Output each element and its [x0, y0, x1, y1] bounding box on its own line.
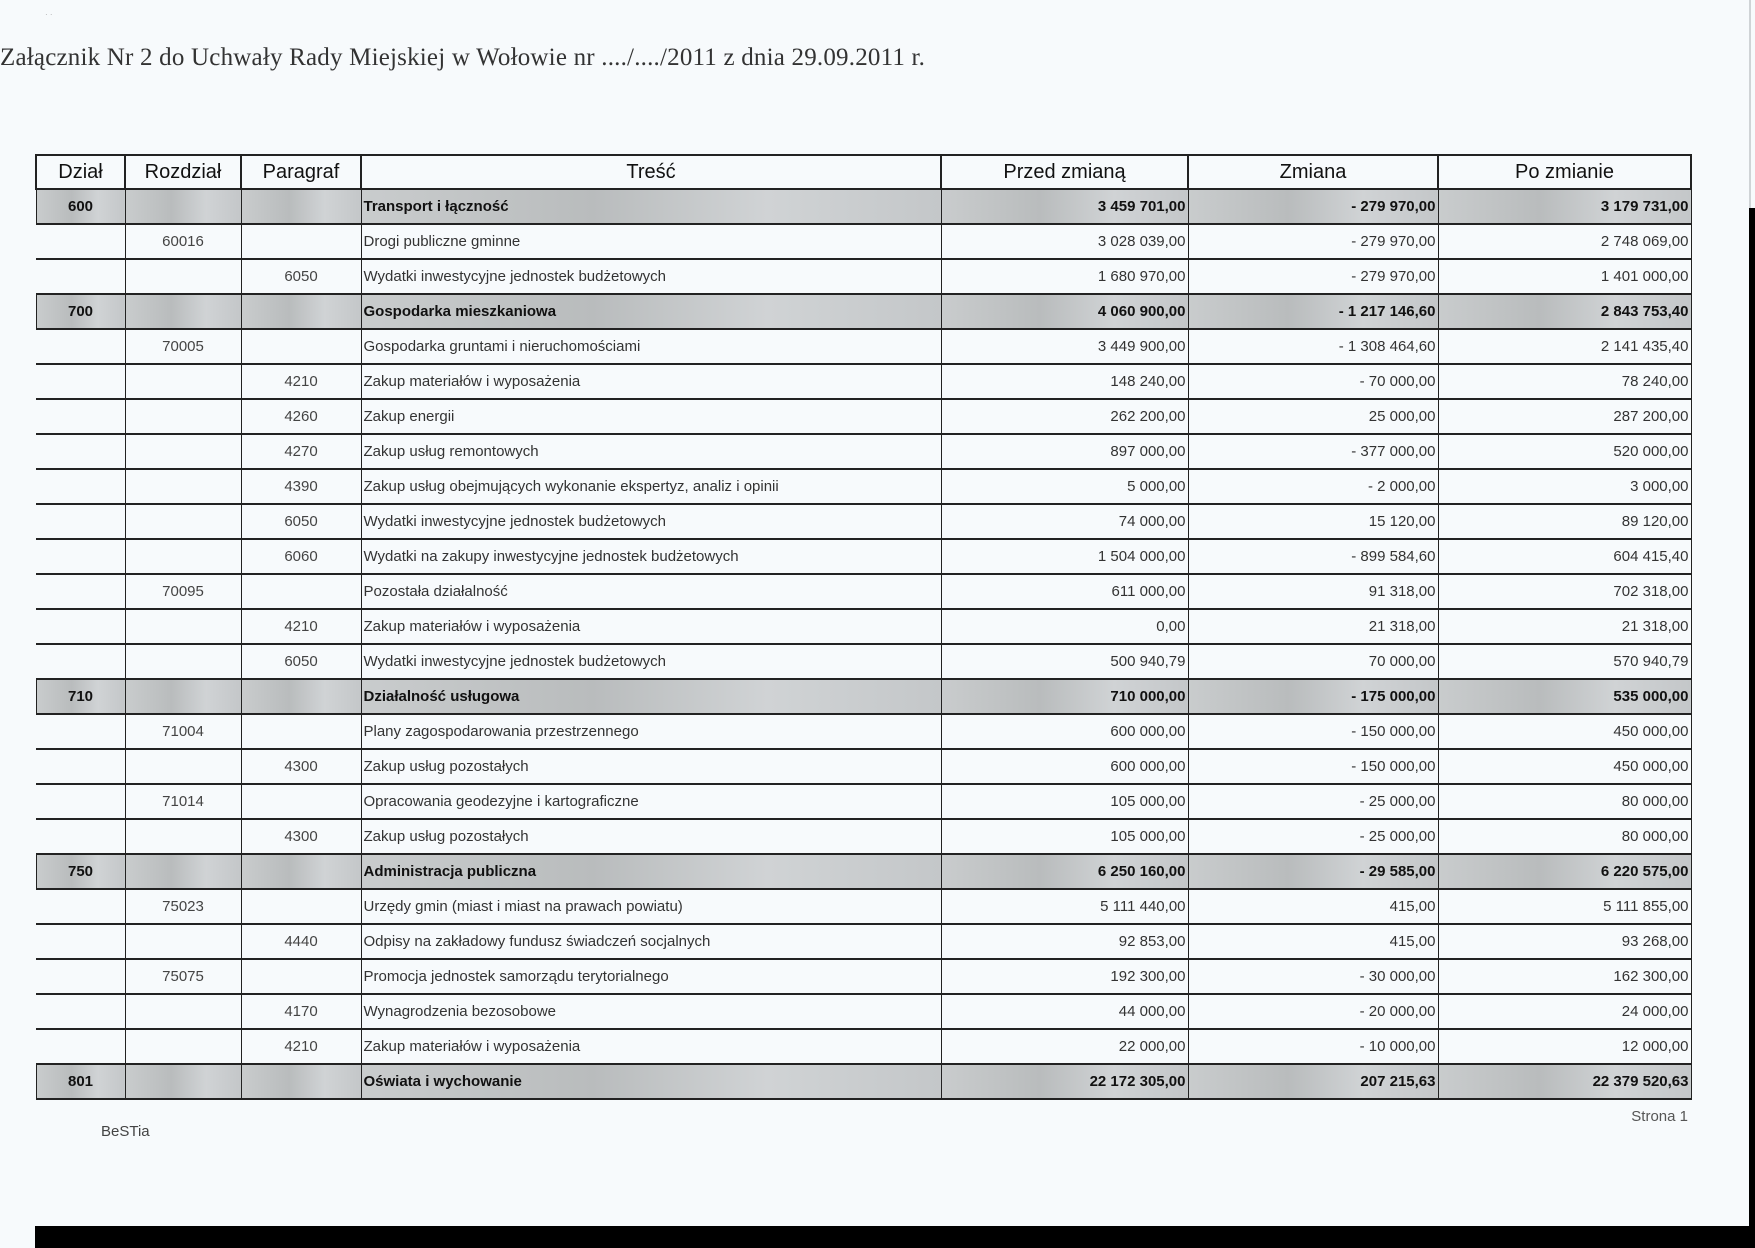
cell-rozdzial: 71004	[125, 714, 241, 749]
cell-tresc: Zakup materiałów i wyposażenia	[361, 364, 941, 399]
cell-tresc: Wydatki inwestycyjne jednostek budżetowych	[361, 644, 941, 679]
cell-paragraf: 6050	[241, 504, 361, 539]
cell-paragraf	[241, 294, 361, 329]
table-row-paragraf	[36, 644, 1691, 679]
cell-zmiana: - 30 000,00	[1188, 959, 1438, 994]
cell-po-zmianie: 21 318,00	[1438, 609, 1691, 644]
cell-zmiana: - 1 308 464,60	[1188, 329, 1438, 364]
header-dzial: Dział	[36, 155, 125, 189]
table-row-dzial	[36, 189, 1691, 224]
cell-przed-zmiana: 600 000,00	[941, 714, 1188, 749]
cell-po-zmianie: 2 141 435,40	[1438, 329, 1691, 364]
scan-border-right	[1749, 208, 1755, 1248]
cell-po-zmianie: 78 240,00	[1438, 364, 1691, 399]
cell-tresc: Drogi publiczne gminne	[361, 224, 941, 259]
cell-rozdzial	[125, 399, 241, 434]
cell-tresc: Wydatki inwestycyjne jednostek budżetowych	[361, 259, 941, 294]
cell-dzial	[36, 714, 125, 749]
cell-po-zmianie: 2 748 069,00	[1438, 224, 1691, 259]
document-title: Załącznik Nr 2 do Uchwały Rady Miejskiej w Wołowie nr ..../..../2011 z dnia 29.09.2011 r.	[0, 44, 926, 71]
header-rozdzial: Rozdział	[125, 155, 241, 189]
cell-dzial	[36, 504, 125, 539]
cell-tresc: Oświata i wychowanie	[361, 1064, 941, 1099]
cell-paragraf: 6050	[241, 644, 361, 679]
table-row-paragraf	[36, 1029, 1691, 1064]
cell-rozdzial	[125, 539, 241, 574]
cell-dzial	[36, 469, 125, 504]
scan-marks: · ·	[45, 10, 53, 19]
cell-paragraf: 4260	[241, 399, 361, 434]
cell-przed-zmiana: 5 111 440,00	[941, 889, 1188, 924]
table-row-dzial	[36, 1064, 1691, 1099]
cell-po-zmianie: 5 111 855,00	[1438, 889, 1691, 924]
cell-tresc: Działalność usługowa	[361, 679, 941, 714]
cell-tresc: Plany zagospodarowania przestrzennego	[361, 714, 941, 749]
cell-dzial	[36, 399, 125, 434]
table-row-paragraf	[36, 434, 1691, 469]
cell-dzial	[36, 224, 125, 259]
cell-rozdzial	[125, 924, 241, 959]
cell-tresc: Zakup usług pozostałych	[361, 749, 941, 784]
cell-paragraf	[241, 889, 361, 924]
cell-zmiana: - 279 970,00	[1188, 259, 1438, 294]
cell-zmiana: - 899 584,60	[1188, 539, 1438, 574]
cell-paragraf	[241, 679, 361, 714]
cell-zmiana: - 25 000,00	[1188, 819, 1438, 854]
cell-dzial	[36, 1029, 125, 1064]
cell-tresc: Wynagrodzenia bezosobowe	[361, 994, 941, 1029]
cell-przed-zmiana: 105 000,00	[941, 784, 1188, 819]
table-row-paragraf	[36, 399, 1691, 434]
cell-dzial	[36, 434, 125, 469]
cell-rozdzial: 70005	[125, 329, 241, 364]
cell-rozdzial	[125, 504, 241, 539]
cell-po-zmianie: 12 000,00	[1438, 1029, 1691, 1064]
cell-przed-zmiana: 105 000,00	[941, 819, 1188, 854]
scan-border-bottom	[35, 1226, 1755, 1248]
cell-po-zmianie: 2 843 753,40	[1438, 294, 1691, 329]
cell-tresc: Urzędy gmin (miast i miast na prawach powiatu)	[361, 889, 941, 924]
cell-dzial: 600	[36, 189, 125, 224]
table-row-paragraf	[36, 469, 1691, 504]
cell-przed-zmiana: 74 000,00	[941, 504, 1188, 539]
table-row-rozdzial	[36, 574, 1691, 609]
table-row-rozdzial	[36, 889, 1691, 924]
cell-zmiana: 25 000,00	[1188, 399, 1438, 434]
cell-rozdzial	[125, 679, 241, 714]
cell-po-zmianie: 604 415,40	[1438, 539, 1691, 574]
cell-dzial	[36, 959, 125, 994]
cell-przed-zmiana: 92 853,00	[941, 924, 1188, 959]
budget-table	[35, 154, 1692, 1100]
cell-przed-zmiana: 3 028 039,00	[941, 224, 1188, 259]
cell-tresc: Wydatki na zakupy inwestycyjne jednostek budżetowych	[361, 539, 941, 574]
cell-po-zmianie: 450 000,00	[1438, 749, 1691, 784]
cell-tresc: Promocja jednostek samorządu terytorialnego	[361, 959, 941, 994]
cell-tresc: Zakup materiałów i wyposażenia	[361, 609, 941, 644]
cell-przed-zmiana: 6 250 160,00	[941, 854, 1188, 889]
cell-dzial	[36, 364, 125, 399]
scan-edge	[1749, 0, 1751, 208]
table-row-paragraf	[36, 259, 1691, 294]
cell-przed-zmiana: 1 504 000,00	[941, 539, 1188, 574]
cell-dzial	[36, 994, 125, 1029]
cell-przed-zmiana: 148 240,00	[941, 364, 1188, 399]
cell-zmiana: - 20 000,00	[1188, 994, 1438, 1029]
table-row-paragraf	[36, 994, 1691, 1029]
cell-po-zmianie: 89 120,00	[1438, 504, 1691, 539]
cell-zmiana: 15 120,00	[1188, 504, 1438, 539]
table-row-paragraf	[36, 364, 1691, 399]
cell-paragraf: 4300	[241, 819, 361, 854]
cell-po-zmianie: 24 000,00	[1438, 994, 1691, 1029]
cell-dzial	[36, 259, 125, 294]
cell-przed-zmiana: 500 940,79	[941, 644, 1188, 679]
cell-po-zmianie: 570 940,79	[1438, 644, 1691, 679]
cell-przed-zmiana: 710 000,00	[941, 679, 1188, 714]
cell-paragraf: 6060	[241, 539, 361, 574]
cell-tresc: Transport i łączność	[361, 189, 941, 224]
cell-paragraf	[241, 189, 361, 224]
cell-rozdzial	[125, 644, 241, 679]
cell-przed-zmiana: 0,00	[941, 609, 1188, 644]
cell-rozdzial	[125, 1064, 241, 1099]
cell-przed-zmiana: 22 172 305,00	[941, 1064, 1188, 1099]
cell-po-zmianie: 22 379 520,63	[1438, 1064, 1691, 1099]
cell-po-zmianie: 287 200,00	[1438, 399, 1691, 434]
cell-paragraf: 4390	[241, 469, 361, 504]
cell-po-zmianie: 80 000,00	[1438, 784, 1691, 819]
cell-zmiana: - 279 970,00	[1188, 224, 1438, 259]
cell-przed-zmiana: 1 680 970,00	[941, 259, 1188, 294]
cell-rozdzial	[125, 364, 241, 399]
cell-tresc: Opracowania geodezyjne i kartograficzne	[361, 784, 941, 819]
cell-dzial	[36, 749, 125, 784]
cell-zmiana: 91 318,00	[1188, 574, 1438, 609]
cell-przed-zmiana: 192 300,00	[941, 959, 1188, 994]
cell-po-zmianie: 1 401 000,00	[1438, 259, 1691, 294]
table-row-dzial	[36, 854, 1691, 889]
cell-tresc: Wydatki inwestycyjne jednostek budżetowych	[361, 504, 941, 539]
cell-dzial	[36, 889, 125, 924]
cell-dzial: 801	[36, 1064, 125, 1099]
page-number: Strona 1	[1631, 1108, 1688, 1125]
cell-po-zmianie: 3 179 731,00	[1438, 189, 1691, 224]
cell-zmiana: - 279 970,00	[1188, 189, 1438, 224]
cell-zmiana: - 175 000,00	[1188, 679, 1438, 714]
cell-rozdzial	[125, 434, 241, 469]
header-po-zmianie: Po zmianie	[1438, 155, 1691, 189]
cell-po-zmianie: 702 318,00	[1438, 574, 1691, 609]
cell-zmiana: - 25 000,00	[1188, 784, 1438, 819]
cell-dzial: 750	[36, 854, 125, 889]
table-row-rozdzial	[36, 714, 1691, 749]
table-header-row	[36, 155, 1691, 189]
cell-zmiana: 415,00	[1188, 889, 1438, 924]
header-paragraf: Paragraf	[241, 155, 361, 189]
cell-paragraf: 4440	[241, 924, 361, 959]
cell-tresc: Zakup usług remontowych	[361, 434, 941, 469]
cell-po-zmianie: 3 000,00	[1438, 469, 1691, 504]
cell-rozdzial	[125, 469, 241, 504]
cell-paragraf	[241, 574, 361, 609]
cell-zmiana: - 150 000,00	[1188, 714, 1438, 749]
cell-po-zmianie: 450 000,00	[1438, 714, 1691, 749]
cell-przed-zmiana: 44 000,00	[941, 994, 1188, 1029]
cell-przed-zmiana: 262 200,00	[941, 399, 1188, 434]
cell-przed-zmiana: 22 000,00	[941, 1029, 1188, 1064]
cell-rozdzial	[125, 609, 241, 644]
cell-po-zmianie: 6 220 575,00	[1438, 854, 1691, 889]
table-row-rozdzial	[36, 329, 1691, 364]
table-row-paragraf	[36, 539, 1691, 574]
cell-przed-zmiana: 4 060 900,00	[941, 294, 1188, 329]
cell-paragraf: 4270	[241, 434, 361, 469]
cell-rozdzial	[125, 189, 241, 224]
cell-paragraf: 4300	[241, 749, 361, 784]
table-row-paragraf	[36, 924, 1691, 959]
cell-po-zmianie: 162 300,00	[1438, 959, 1691, 994]
cell-zmiana: 207 215,63	[1188, 1064, 1438, 1099]
footer-software-name: BeSTia	[101, 1123, 150, 1140]
cell-zmiana: - 2 000,00	[1188, 469, 1438, 504]
cell-zmiana: - 70 000,00	[1188, 364, 1438, 399]
header-tresc: Treść	[361, 155, 941, 189]
table-row-dzial	[36, 679, 1691, 714]
cell-dzial	[36, 924, 125, 959]
table-row-rozdzial	[36, 224, 1691, 259]
cell-rozdzial: 71014	[125, 784, 241, 819]
table-row-paragraf	[36, 504, 1691, 539]
cell-dzial	[36, 784, 125, 819]
cell-dzial	[36, 539, 125, 574]
cell-przed-zmiana: 611 000,00	[941, 574, 1188, 609]
cell-paragraf	[241, 329, 361, 364]
cell-rozdzial	[125, 994, 241, 1029]
cell-paragraf: 4210	[241, 364, 361, 399]
cell-zmiana: - 1 217 146,60	[1188, 294, 1438, 329]
cell-paragraf	[241, 959, 361, 994]
cell-dzial: 700	[36, 294, 125, 329]
cell-rozdzial	[125, 819, 241, 854]
cell-przed-zmiana: 3 459 701,00	[941, 189, 1188, 224]
cell-rozdzial: 60016	[125, 224, 241, 259]
cell-tresc: Zakup usług pozostałych	[361, 819, 941, 854]
table-row-rozdzial	[36, 784, 1691, 819]
cell-tresc: Gospodarka mieszkaniowa	[361, 294, 941, 329]
cell-przed-zmiana: 600 000,00	[941, 749, 1188, 784]
table-row-rozdzial	[36, 959, 1691, 994]
header-przed-zmiana: Przed zmianą	[941, 155, 1188, 189]
cell-tresc: Gospodarka gruntami i nieruchomościami	[361, 329, 941, 364]
cell-zmiana: 21 318,00	[1188, 609, 1438, 644]
cell-tresc: Pozostała działalność	[361, 574, 941, 609]
cell-rozdzial: 70095	[125, 574, 241, 609]
cell-rozdzial: 75023	[125, 889, 241, 924]
cell-rozdzial	[125, 294, 241, 329]
cell-tresc: Zakup usług obejmujących wykonanie ekspertyz, analiz i opinii	[361, 469, 941, 504]
cell-zmiana: 70 000,00	[1188, 644, 1438, 679]
cell-paragraf	[241, 784, 361, 819]
header-zmiana: Zmiana	[1188, 155, 1438, 189]
cell-tresc: Zakup energii	[361, 399, 941, 434]
cell-dzial	[36, 574, 125, 609]
cell-zmiana: - 150 000,00	[1188, 749, 1438, 784]
cell-tresc: Odpisy na zakładowy fundusz świadczeń socjalnych	[361, 924, 941, 959]
cell-paragraf: 4210	[241, 609, 361, 644]
cell-paragraf: 6050	[241, 259, 361, 294]
cell-rozdzial	[125, 259, 241, 294]
cell-przed-zmiana: 897 000,00	[941, 434, 1188, 469]
cell-rozdzial: 75075	[125, 959, 241, 994]
cell-paragraf: 4210	[241, 1029, 361, 1064]
cell-dzial	[36, 609, 125, 644]
cell-paragraf	[241, 224, 361, 259]
table-body	[36, 189, 1691, 1099]
cell-paragraf: 4170	[241, 994, 361, 1029]
cell-po-zmianie: 93 268,00	[1438, 924, 1691, 959]
cell-zmiana: - 10 000,00	[1188, 1029, 1438, 1064]
cell-po-zmianie: 535 000,00	[1438, 679, 1691, 714]
cell-dzial: 710	[36, 679, 125, 714]
cell-dzial	[36, 819, 125, 854]
table-row-paragraf	[36, 819, 1691, 854]
cell-zmiana: 415,00	[1188, 924, 1438, 959]
table-row-paragraf	[36, 609, 1691, 644]
cell-tresc: Zakup materiałów i wyposażenia	[361, 1029, 941, 1064]
cell-po-zmianie: 80 000,00	[1438, 819, 1691, 854]
table-row-dzial	[36, 294, 1691, 329]
cell-paragraf	[241, 1064, 361, 1099]
cell-zmiana: - 377 000,00	[1188, 434, 1438, 469]
cell-rozdzial	[125, 749, 241, 784]
cell-dzial	[36, 329, 125, 364]
cell-zmiana: - 29 585,00	[1188, 854, 1438, 889]
cell-przed-zmiana: 3 449 900,00	[941, 329, 1188, 364]
cell-dzial	[36, 644, 125, 679]
cell-rozdzial	[125, 854, 241, 889]
cell-paragraf	[241, 854, 361, 889]
cell-przed-zmiana: 5 000,00	[941, 469, 1188, 504]
cell-rozdzial	[125, 1029, 241, 1064]
cell-po-zmianie: 520 000,00	[1438, 434, 1691, 469]
table-row-paragraf	[36, 749, 1691, 784]
cell-paragraf	[241, 714, 361, 749]
cell-tresc: Administracja publiczna	[361, 854, 941, 889]
